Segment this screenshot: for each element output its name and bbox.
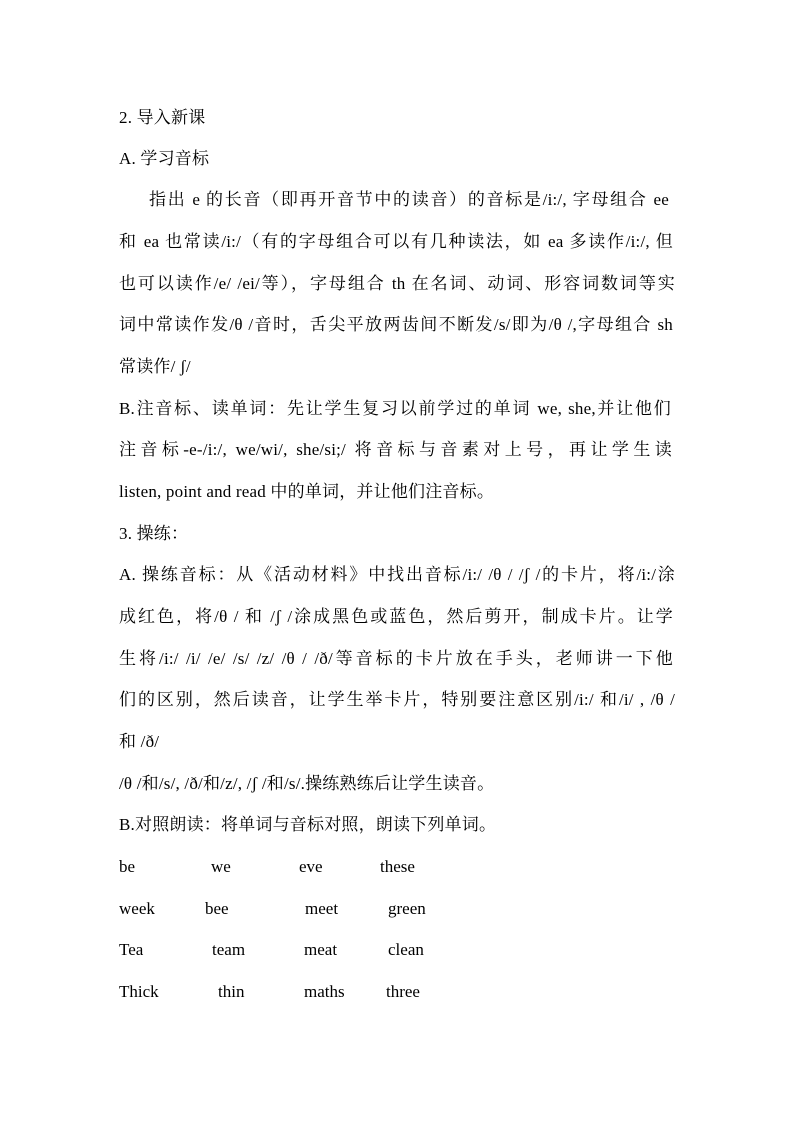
paragraph-line-4: 词中常读作发/θ /音时，舌尖平放两齿间不断发/s/即为/θ /,字母组合 sh: [119, 315, 673, 334]
word-cell: green: [388, 899, 426, 918]
word-cell: week: [119, 899, 155, 918]
section-3-a-line-2: 成红色，将/θ / 和 /ʃ /涂成黑色或蓝色，然后剪开，制成卡片。让学: [119, 607, 673, 626]
word-cell: meet: [305, 899, 339, 918]
word-cell: bee: [205, 899, 229, 918]
word-cell: team: [212, 940, 246, 959]
section-3-a-line-5: 和 /ð/: [119, 732, 160, 751]
section-3-a-line-6: /θ /和/s/, /ð/和/z/, /ʃ /和/s/.操练熟练后让学生读音。: [119, 774, 495, 793]
word-cell: we: [211, 857, 231, 876]
subsection-b-line-1: B.注音标、读单词：先让学生复习以前学过的单词 we, she,并让他们: [119, 399, 671, 418]
paragraph-line-5: 常读作/ ʃ/: [119, 357, 191, 376]
word-row: [119, 980, 479, 1004]
section-2-subsection-a-title: A. 学习音标: [119, 149, 210, 168]
section-3-b-title: B.对照朗读：将单词与音标对照，朗读下列单词。: [119, 815, 497, 834]
word-cell: thin: [218, 982, 245, 1001]
word-row: [119, 897, 479, 921]
paragraph-line-1: 指出 e 的长音（即再开音节中的读音）的音标是/i:/, 字母组合 ee: [149, 190, 669, 209]
section-3-a-line-3: 生将/i:/ /i/ /e/ /s/ /z/ /θ / /ð/等音标的卡片放在手头，老师讲一下他: [119, 649, 673, 668]
paragraph-line-2: 和 ea 也常读/i:/（有的字母组合可以有几种读法，如 ea 多读作/i:/, 但: [119, 232, 673, 251]
word-cell: Tea: [119, 940, 144, 959]
word-cell: three: [386, 982, 420, 1001]
word-cell: meat: [304, 940, 338, 959]
subsection-b-line-3: listen, point and read 中的单词，并让他们注音标。: [119, 482, 495, 501]
section-3-a-line-4: 们的区别，然后读音，让学生举卡片，特别要注意区别/i:/ 和/i/ , /θ /: [119, 690, 675, 709]
paragraph-line-3: 也可以读作/e/ /ei/等），字母组合 th 在名词、动词、形容词数词等实: [119, 274, 675, 293]
word-cell: be: [119, 857, 136, 876]
word-cell: these: [380, 857, 415, 876]
subsection-b-line-2: 注音标-e-/i:/, we/wi/, she/si;/ 将音标与音素对上号，再让学生读: [119, 440, 672, 459]
word-cell: maths: [304, 982, 345, 1001]
word-row: [119, 938, 479, 962]
word-cell: eve: [299, 857, 323, 876]
word-cell: clean: [388, 940, 424, 959]
word-row: [119, 855, 479, 879]
section-3-a-line-1: A. 操练音标：从《活动材料》中找出音标/i:/ /θ / /ʃ /的卡片，将/i:/涂: [119, 565, 675, 584]
word-cell: Thick: [119, 982, 159, 1001]
section-3-heading: 3. 操练：: [119, 524, 189, 543]
section-2-heading: 2. 导入新课: [119, 108, 206, 127]
